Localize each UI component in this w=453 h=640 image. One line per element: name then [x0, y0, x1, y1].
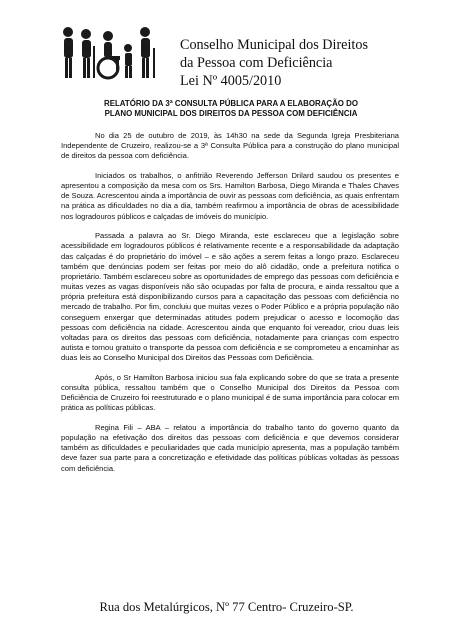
footer-address: Rua dos Metalúrgicos, Nº 77 Centro- Cruzeiro-SP. — [99, 600, 354, 614]
paragraph-2: Iniciados os trabalhos, o anfitrião Reverendo Jefferson Drilard saudou os presentes e apresentou a composição da mesa com os Srs. Hamilton Barbosa, Diego Miranda e Thales Chaves de Souza. Acrescentou ainda a importância de ouvir as pessoas com deficiência, as quais enfrentam na prática as dificuldades no dia a dia, também reafirmou a importância de obras de acessibilidade nos logradouros públicos e calçadas de imóveis do município. — [61, 170, 399, 221]
council-name-line2: da Pessoa com Deficiência — [180, 55, 333, 71]
council-law-number: Lei Nº 4005/2010 — [180, 73, 282, 89]
accessibility-people-logo — [58, 22, 158, 84]
paragraph-4: Após, o Sr Hamilton Barbosa iniciou sua fala explicando sobre do que se trata a presente consulta pública, ressaltou também que o Conselho Municipal dos Direitos da Pessoa com Deficiência de Cruzeiro foi reestruturado e o plano municipal é de suma importância para colocar em prática as políticas públicas. — [61, 372, 399, 413]
paragraph-5: Regina Fili – ABA – relatou a importância do trabalho tanto do governo quanto da população na efetivação dos direitos das pessoas com deficiência e que devemos considerar também as dificuldades e peculiaridades que cada município apresenta, mas a população também deve fazer sua parte para a concretização e efetividade das políticas públicas voltadas às pessoas com deficiência. — [61, 422, 399, 473]
report-title-line2: PLANO MUNICIPAL DOS DIREITOS DA PESSOA COM DEFICIÊNCIA — [104, 109, 358, 118]
council-header — [180, 36, 440, 90]
paragraph-1: No dia 25 de outubro de 2019, às 14h30 na sede da Segunda Igreja Presbiteriana Independente de Cruzeiro, realizou-se a 3ª Consulta Pública para a construção do plano municipal de direitos da pessoa com deficiência. — [61, 131, 399, 161]
paragraph-3: Passada a palavra ao Sr. Diego Miranda, este esclareceu que a legislação sobre acessibilidade em logradouros públicos é relativamente recente e a responsabilidade da adaptação das calçadas é do proprietário do imóvel – e são ações a serem feitas a longo prazo. Esclareceu também que denúncias podem ser feitas por meio do alô cidadão, onde a prefeitura notifica o proprietário. Também esclareceu sobre as oportunidades de emprego das pessoas com deficiência e muitas vezes as vagas disponíveis não são ocupadas por falta de procura, e ainda ressaltou que a própria prefeitura está disponibilizando cursos para a capacitação das pessoas com deficiência no mercado de trabalho. Por fim, concluiu que muitas vezes o Poder Público e a própria população não conseguem enxergar que determinadas atitudes podem prejudicar o acesso e locomoção das pessoas com deficiência na cidade. Acrescentou ainda que enquanto foi vereador, criou duas leis voltadas para os direitos das pessoas com deficiência, notadamente para crianças com espectro autista e tornou gratuito o transporte da pessoa com deficiência e se comprometeu a encaminhar as duas leis ao Conselho Municipal dos Direitos das Pessoas com Deficiência. — [61, 231, 399, 363]
report-body — [61, 131, 399, 483]
report-title-line1: RELATÓRIO DA 3ª CONSULTA PÚBLICA PARA A ELABORAÇÃO DO — [104, 99, 358, 108]
report-title — [62, 99, 400, 119]
council-name-line1: Conselho Municipal dos Direitos — [180, 37, 368, 53]
